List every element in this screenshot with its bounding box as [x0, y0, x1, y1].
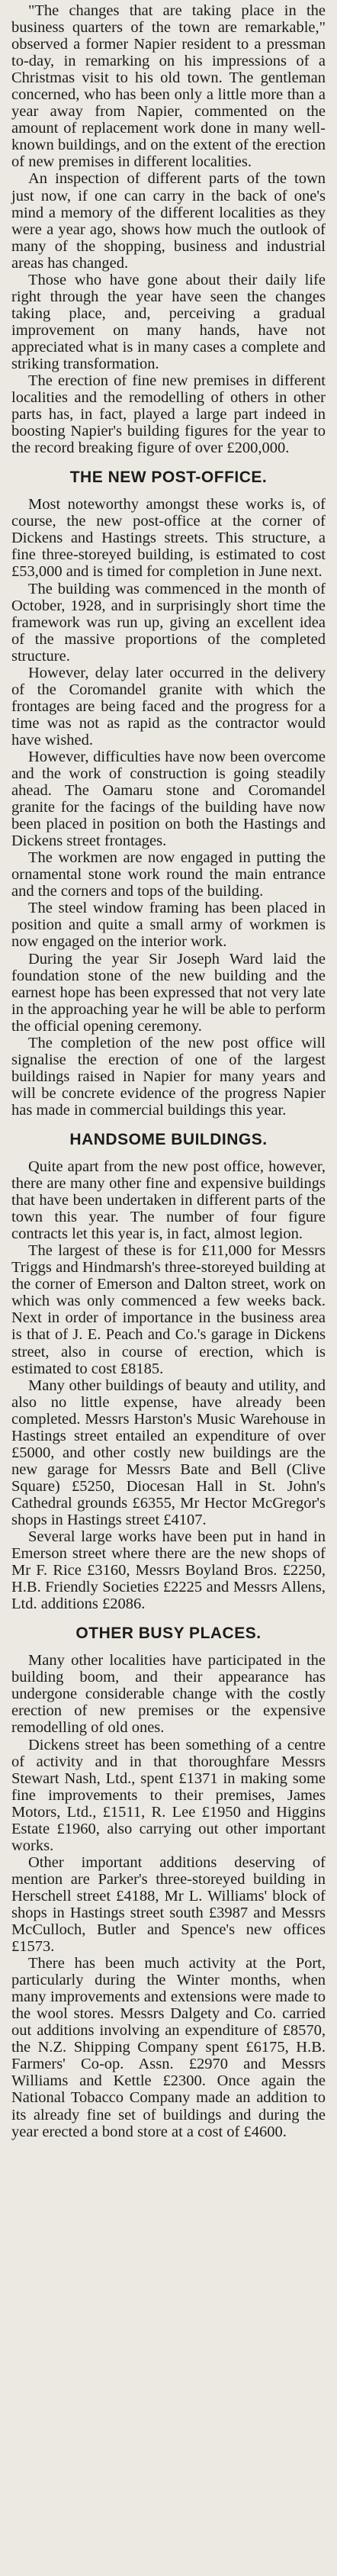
- post-office-paragraph-2: The building was commenced in the month of October, 1928, and in surprisingly short time the framework was run up, giving an excellent idea of the massive proportions of the completed structure.: [11, 580, 326, 665]
- section-heading-other-busy-places: OTHER BUSY PLACES.: [75, 1624, 262, 1643]
- section-heading-handsome-buildings: HANDSOME BUILDINGS.: [69, 1131, 268, 1148]
- section-heading-post-office: THE NEW POST-OFFICE.: [69, 469, 268, 487]
- busy-places-paragraph-2: Dickens street has been something of a centre of activity and in that thoroughfare Messrs Stewart Nash, Ltd., spent £1371 in making some fine improvements to their premises, James Motors, Ltd., £1511, R. Lee £1950 and Higgins Estate £1960, also carrying out other important works.: [11, 1736, 326, 1854]
- busy-places-paragraph-4: There has been much activity at the Port, particularly during the Winter months, when many improvements and extensions were made to the wool stores. Messrs Dalgety and Co. carried out additions involving an expenditure of £8570, the N.Z. Shipping Company spent £6175, H.B. Farmers' Co-op. Assn. £2970 and Messrs Williams and Kettle £2300. Once again the National Tobacco Company made an addition to its already fine set of buildings and during the year erected a bond store at a cost of £4600.: [11, 1955, 326, 2140]
- post-office-paragraph-1: Most noteworthy amongst these works is, of course, the new post-office at the corner of Dickens and Hastings streets. This structure, a fine three-storeyed building, is estimated to cost £53,000 and is timed for completion in June next.: [11, 496, 326, 581]
- post-office-paragraph-8: The completion of the new post office will signalise the erection of one of the largest buildings raised in Napier for many years and will be concrete evidence of the progress Napier has made in commercial buildings this year.: [11, 1034, 326, 1119]
- intro-paragraph-2: An inspection of different parts of the town just now, if one can carry in the back of one's mind a memory of the different localities as they were a year ago, shows how much the outlook of many of the shopping, business and industrial areas has changed.: [11, 170, 326, 272]
- post-office-paragraph-4: However, difficulties have now been overcome and the work of construction is going steadily ahead. The Oamaru stone and Coromandel granite for the facings of the building have now been placed in position on both the Hastings and Dickens street frontages.: [11, 748, 326, 850]
- post-office-paragraph-6: The steel window framing has been placed in position and quite a small army of workmen is now engaged on the interior work.: [11, 900, 326, 951]
- intro-paragraph-1: "The changes that are taking place in the business quarters of the town are remarkable," observed a former Napier resident to a pressman to-day, in remarking on his impressions of a Christmas visit to his old town. The gentleman concerned, who has been only a little more than a year away from Napier, commented on the amount of replacement work done in many well-known buildings, and on the extent of the erection of new premises in different localities.: [11, 2, 326, 171]
- intro-paragraph-4: The erection of fine new premises in different localities and the remodelling of others in other parts has, in fact, played a large part indeed in boosting Napier's building figures for the year to the record breaking figure of over £200,000.: [11, 372, 326, 457]
- busy-places-paragraph-1: Many other localities have participated in the building boom, and their appearance has undergone considerable change with the costly erection of new premises or the expensive remodelling of old ones.: [11, 1652, 326, 1737]
- post-office-paragraph-5: The workmen are now engaged in putting the ornamental stone work round the main entrance and the corners and tops of the building.: [11, 849, 326, 900]
- handsome-buildings-paragraph-1: Quite apart from the new post office, however, there are many other fine and expensive buildings that have been undertaken in different parts of the town this year. The number of four figure contracts let this year is, in fact, almost legion.: [11, 1158, 326, 1243]
- handsome-buildings-paragraph-4: Several large works have been put in hand in Emerson street where there are the new shops of Mr F. Rice £3160, Messrs Boyland Bros. £2250, H.B. Friendly Societies £2225 and Messrs Allens, Ltd. additions £2086.: [11, 1528, 326, 1613]
- handsome-buildings-paragraph-3: Many other buildings of beauty and utility, and also no little expense, have already been completed. Messrs Harston's Music Warehouse in Hastings street entailed an expenditure of over £5000, and other costly new buildings are the new garage for Messrs Bate and Bell (Clive Square) £5250, Diocesan Hall in St. John's Cathedral grounds £6355, Mr Hector McGregor's shops in Hastings street £4107.: [11, 1377, 326, 1528]
- post-office-paragraph-3: However, delay later occurred in the delivery of the Coromandel granite with which the frontages are being faced and the progress for a time was not as rapid as the contractor would have wished.: [11, 664, 326, 749]
- busy-places-paragraph-3: Other important additions deserving of mention are Parker's three-storeyed building in Herschell street £4188, Mr L. Williams' block of shops in Hastings street south £3987 and Messrs McCulloch, Butler and Spence's new offices £1573.: [11, 1853, 326, 1956]
- handsome-buildings-paragraph-2: The largest of these is for £11,000 for Messrs Triggs and Hindmarsh's three-storeyed building at the corner of Emerson and Dalton street, work on which was only commenced a few weeks back. Next in order of importance in the business area is that of J. E. Peach and Co.'s garage in Dickens street, also in course of erection, which is estimated to cost £8185.: [11, 1242, 326, 1377]
- post-office-paragraph-7: During the year Sir Joseph Ward laid the foundation stone of the new building and the earnest hope has been expressed that not very late in the approaching year he will be able to perform the official opening ceremony.: [11, 950, 326, 1035]
- intro-paragraph-3: Those who have gone about their daily life right through the year have seen the changes taking place, and, perceiving a gradual improvement on many hands, have not appreciated what is in many cases a complete and striking transformation.: [11, 271, 326, 372]
